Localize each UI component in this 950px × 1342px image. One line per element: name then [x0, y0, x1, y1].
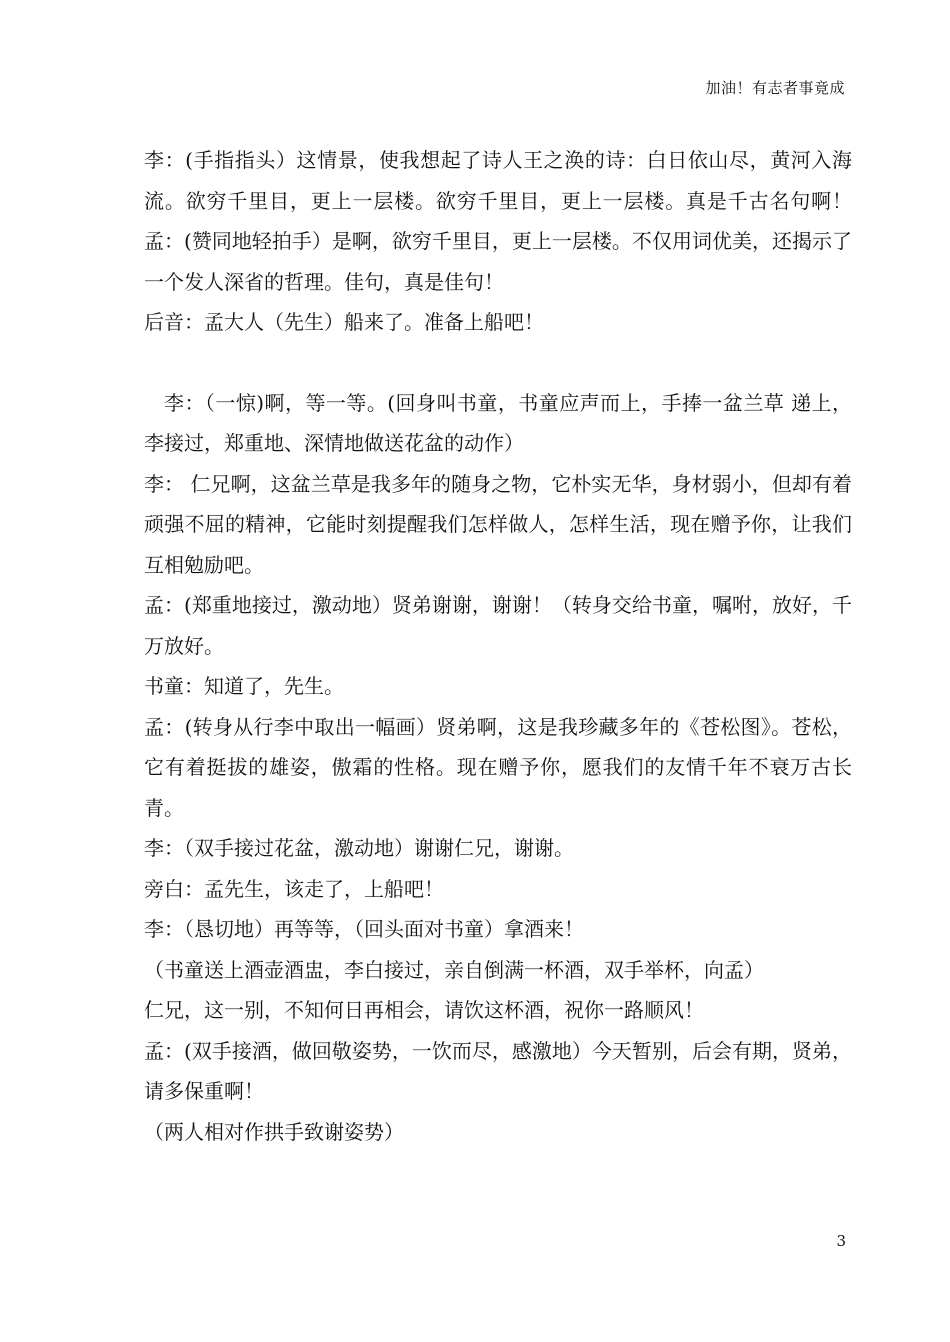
- paragraph-spacer: [144, 343, 852, 383]
- paragraph-shutong-reply: 书童：知道了，先生。: [144, 674, 344, 698]
- paragraph-li-wait: 李：（恳切地）再等等，（回头面对书童）拿酒来！: [144, 917, 584, 941]
- page-number: 3: [836, 1232, 846, 1250]
- document-body: [144, 140, 852, 1152]
- paragraph-poem-dialogue: 李：(手指指头）这情景，使我想起了诗人王之涣的诗：白日依山尽，黄河入海流。欲穷千里目，更上一层楼。欲穷千里目，更上一层楼。真是千古名句啊！孟：(赞同地轻拍手）是啊，欲穷千里目，更上一层楼。不仅用词优美，还揭示了一个发人深省的哲理。佳句，真是佳句！: [144, 148, 852, 294]
- paragraph-narrator: 旁白：孟先生，该走了，上船吧！: [144, 876, 444, 901]
- paragraph-meng-farewell: 孟：(双手接酒，做回敬姿势，一饮而尽，感激地）今天暂别，后会有期，贤弟，请多保重啊！: [144, 1038, 852, 1103]
- paragraph-stage-bow: （两人相对作拱手致谢姿势）: [144, 1119, 404, 1144]
- paragraph-farewell-toast: 仁兄，这一别，不知何日再相会，请饮这杯酒，祝你一路顺风！: [144, 998, 704, 1022]
- paragraph-li-orchid-gift: 李： 仁兄啊，这盆兰草是我多年的随身之物，它朴实无华，身材弱小，但却有着顽强不屈的精神，它能时刻提醒我们怎样做人，怎样生活，现在赠予你，让我们互相勉励吧。: [144, 471, 852, 577]
- header-motto: 加油！有志者事竟成: [705, 79, 845, 97]
- paragraph-stage-wine: （书童送上酒壶酒盅，李白接过，亲自倒满一杯酒，双手举杯，向孟）: [144, 957, 764, 982]
- paragraph-li-accepts: 李：（双手接过花盆，激动地）谢谢仁兄，谢谢。: [144, 836, 574, 860]
- paragraph-li-startled: 李：（一惊)啊，等一等。(回身叫书童，书童应声而上，手捧一盆兰草 递上，李接过，郑重地、深情地做送花盆的动作）: [144, 390, 852, 455]
- paragraph-meng-painting: 孟：(转身从行李中取出一幅画）贤弟啊，这是我珍藏多年的《苍松图》。苍松，它有着挺拔的雄姿，傲霜的性格。现在赠予你，愿我们的友情千年不衰万古长青。: [144, 714, 852, 820]
- paragraph-meng-thanks: 孟：(郑重地接过，激动地）贤弟谢谢，谢谢！（转身交给书童，嘱咐，放好，千万放好。: [144, 593, 852, 658]
- paragraph-offstage-voice: 后音：孟大人（先生）船来了。准备上船吧！: [144, 310, 544, 334]
